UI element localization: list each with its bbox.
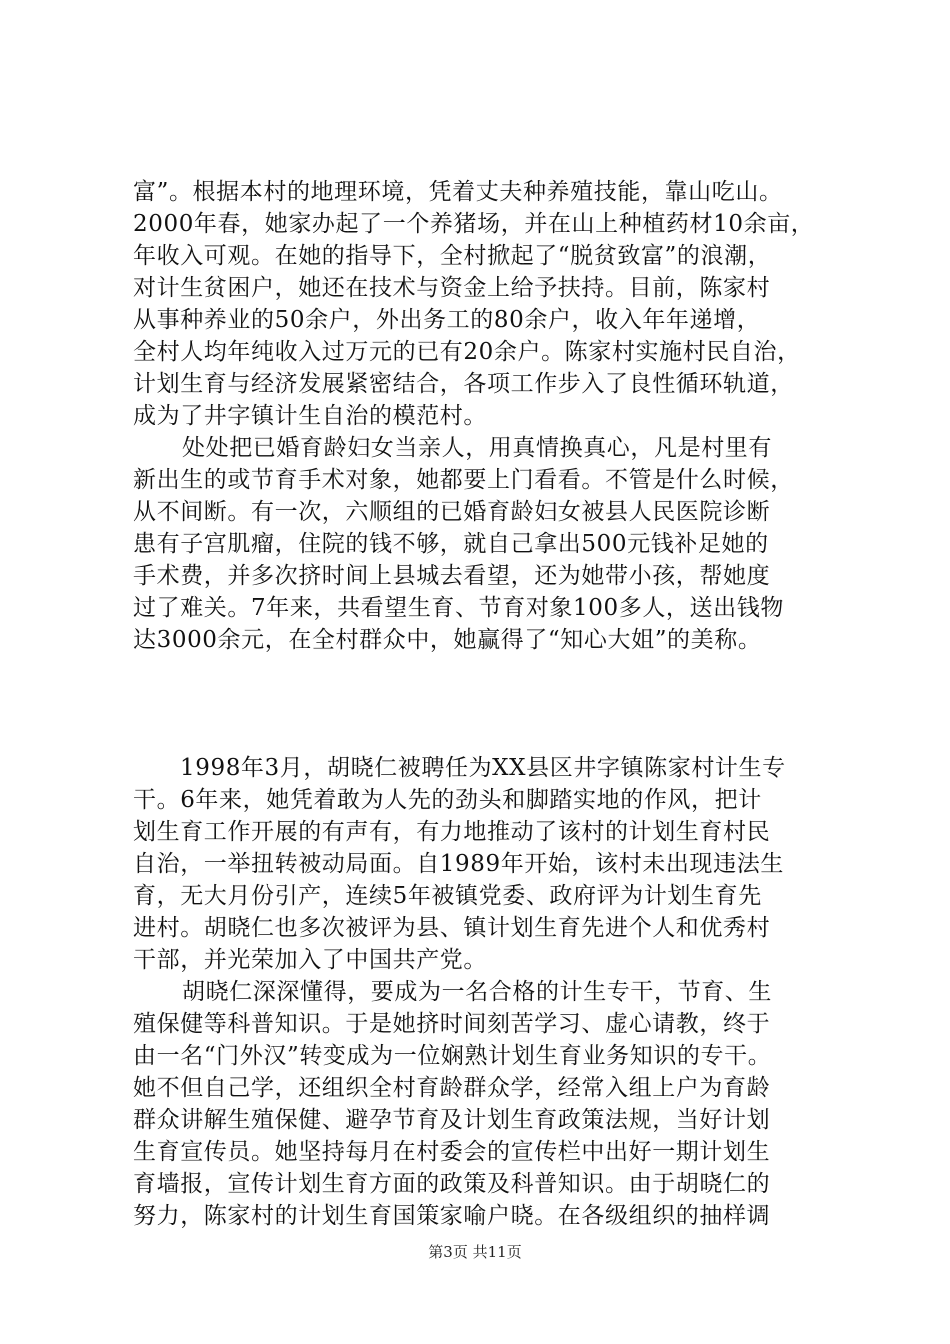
text-line: 年收入可观。在她的指导下，全村掀起了“脱贫致富”的浪潮， [133, 243, 772, 269]
text-line: 她不但自己学，还组织全村育龄群众学，经常入组上户为育龄 [133, 1075, 771, 1101]
text-line: 计划生育与经济发展紧密结合，各项工作步入了良性循环轨道， [133, 371, 794, 397]
text-line: 由一名“门外汉”转变成为一位娴熟计划生育业务知识的专干。 [133, 1043, 772, 1069]
text-line: 全村人均年纯收入过万元的已有20余户。陈家村实施村民自治， [133, 339, 801, 365]
text-line: 过了难关。7年来，共看望生育、节育对象100多人，送出钱物 [133, 595, 784, 621]
text-line: 进村。胡晓仁也多次被评为县、镇计划生育先进个人和优秀村 [133, 915, 771, 941]
text-line: 殖保健等科普知识。于是她挤时间刻苦学习、虚心请教，终于 [133, 1011, 771, 1037]
text-line: 干。6年来，她凭着敢为人先的劲头和脚踏实地的作风，把计 [133, 787, 762, 813]
text-line: 自治，一举扭转被动局面。自1989年开始，该村未出现违法生 [133, 851, 784, 877]
text-line: 富”。根据本村的地理环境，凭着丈夫种养殖技能，靠山吃山。 [133, 179, 783, 205]
text-line: 处处把已婚育龄妇女当亲人，用真情换真心，凡是村里有 [182, 435, 772, 461]
text-line: 从不间断。有一次，六顺组的已婚育龄妇女被县人民医院诊断 [133, 499, 771, 525]
text-line: 从事种养业的50余户，外出务工的80余户，收入年年递增， [133, 307, 761, 333]
text-line: 新出生的或节育手术对象，她都要上门看看。不管是什么时候， [133, 467, 794, 493]
text-line: 划生育工作开展的有声有，有力地推动了该村的计划生育村民 [133, 819, 771, 845]
text-line: 手术费，并多次挤时间上县城去看望，还为她带小孩，帮她度 [133, 563, 771, 589]
text-line: 达3000余元，在全村群众中，她赢得了“知心大姐”的美称。 [133, 627, 762, 653]
text-line: 1998年3月，胡晓仁被聘任为XX县区井字镇陈家村计生专 [180, 755, 786, 781]
text-line: 成为了井字镇计生自治的模范村。 [133, 403, 487, 429]
text-line: 患有子宫肌瘤，住院的钱不够，就自己拿出500元钱补足她的 [133, 531, 769, 557]
text-line: 群众讲解生殖保健、避孕节育及计划生育政策法规，当好计划 [133, 1107, 771, 1133]
text-line: 2000年春，她家办起了一个养猪场，并在山上种植药材10余亩， [133, 211, 815, 237]
text-line: 对计生贫困户，她还在技术与资金上给予扶持。目前，陈家村 [133, 275, 771, 301]
text-line: 育墙报，宣传计划生育方面的政策及科普知识。由于胡晓仁的 [133, 1171, 771, 1197]
text-line: 干部，并光荣加入了中国共产党。 [133, 947, 487, 973]
text-line: 育，无大月份引产，连续5年被镇党委、政府评为计划生育先 [133, 883, 762, 909]
text-line: 胡晓仁深深懂得，要成为一名合格的计生专干，节育、生 [182, 979, 772, 1005]
text-line: 努力，陈家村的计划生育国策家喻户晓。在各级组织的抽样调 [133, 1203, 771, 1229]
text-line: 生育宣传员。她坚持每月在村委会的宣传栏中出好一期计划生 [133, 1139, 771, 1165]
page-number-footer: 第3页 共11页 [428, 1243, 522, 1261]
